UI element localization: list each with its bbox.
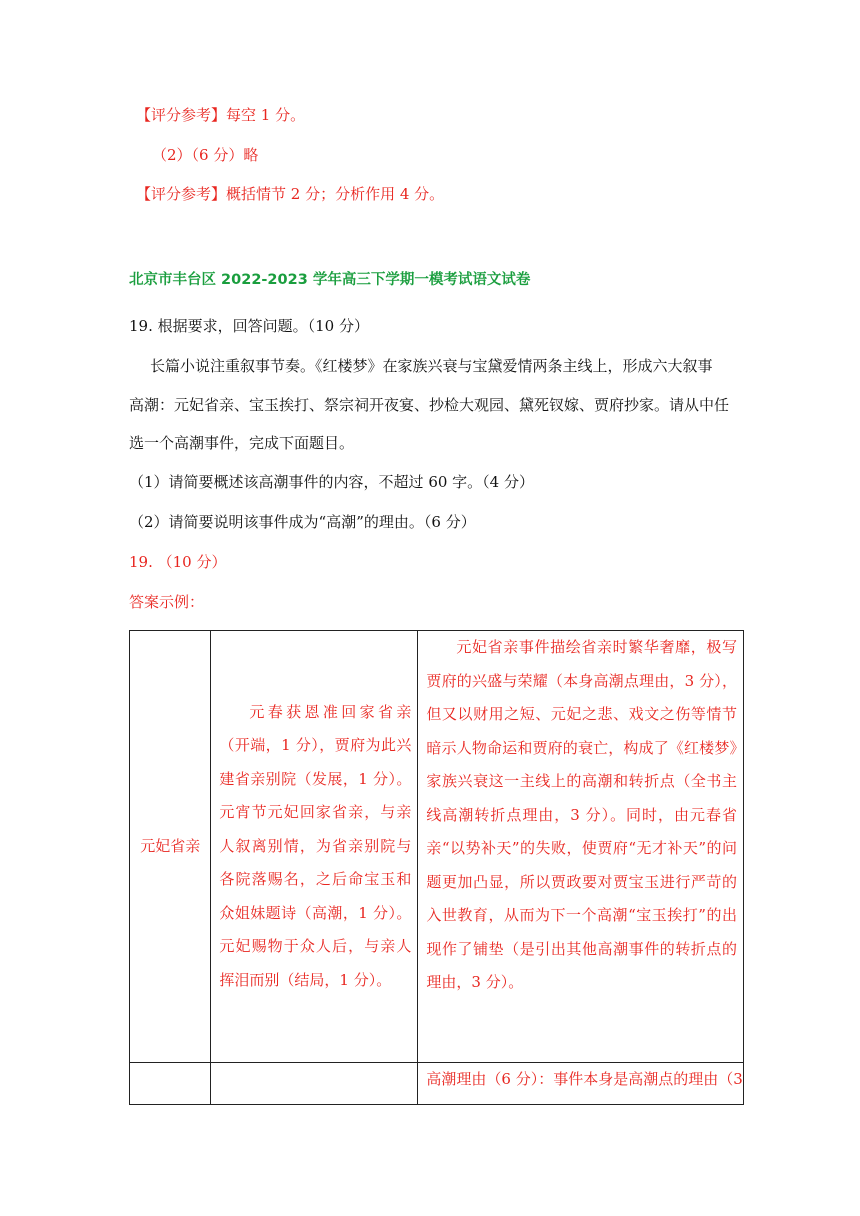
answer-table: [129, 630, 744, 1105]
summary-cell: [211, 1063, 418, 1105]
reason-cell: [418, 1063, 744, 1105]
event-cell: [130, 631, 211, 1063]
reason-text: 高潮理由（6 分）：事件本身是高潮点的理由（3: [426, 1070, 743, 1088]
score-ref-text: 每空 1 分。: [226, 106, 306, 124]
question-para-line: 高潮：元妃省亲、宝玉挨打、祭宗祠开夜宴、抄检大观园、黛死钗嫁、贾府抄家。请从中任: [129, 396, 730, 414]
answer-number: 19. （10 分）: [129, 553, 227, 571]
question-stem: 19. 根据要求，回答问题。（10 分）: [129, 317, 369, 335]
event-name: 元妃省亲: [140, 836, 201, 855]
score-ref-bracket: 【评分参考】: [136, 106, 227, 124]
table-row: [130, 631, 744, 1063]
question-para-line: 选一个高潮事件，完成下面题目。: [129, 434, 355, 452]
event-cell: [130, 1063, 211, 1105]
summary-text: 元春获恩准回家省亲（开端，1 分），贾府为此兴建省亲别院（发展，1 分）。元宵节元妃回家省亲，与亲人叙离别情，为省亲别院与各院落赐名，之后命宝玉和众姐妹题诗（高潮，1 分）。元妃赐物于众人后，与亲人挥泪而别（结局，1 分）。: [219, 702, 412, 989]
table-row: [130, 1063, 744, 1105]
section-title: 北京市丰台区 2022-2023 学年高三下学期一模考试语文试卷: [129, 272, 531, 288]
sub-question-1: （1）请简要概述该高潮事件的内容，不超过 60 字。（4 分）: [129, 473, 534, 491]
score-ref-text: 概括情节 2 分；分析作用 4 分。: [226, 185, 445, 203]
answer-example-label: 答案示例：: [129, 593, 205, 611]
sub-answer-line: （2）（6 分）略: [152, 146, 259, 164]
score-ref-bracket: 【评分参考】: [136, 185, 227, 203]
question-para-line: 长篇小说注重叙事节奏。《红楼梦》在家族兴衰与宝黛爱情两条主线上，形成六大叙事: [150, 357, 713, 375]
score-ref-line-1: [136, 105, 305, 125]
score-ref-line-2: [136, 184, 444, 204]
sub-question-2: （2）请简要说明该事件成为“高潮”的理由。（6 分）: [129, 513, 476, 531]
reason-cell: [418, 631, 744, 1063]
summary-cell: [211, 631, 418, 1063]
reason-text: 元妃省亲事件描绘省亲时繁华奢靡，极写贾府的兴盛与荣耀（本身高潮点理由，3 分），但又以财用之短、元妃之悲、戏文之伤等情节暗示人物命运和贾府的衰亡，构成了《红楼梦》家族兴衰这一主线上的高潮和转折点（全书主线高潮转折点理由，3 分）。同时，由元春省亲“以势补天”的失败，使贾府“无才补天”的问题更加凸显，所以贾政要对贾宝玉进行严苛的入世教育，从而为下一个高潮“宝玉挨打”的出现作了铺垫（是引出其他高潮事件的转折点的理由，3 分）。: [426, 638, 737, 991]
